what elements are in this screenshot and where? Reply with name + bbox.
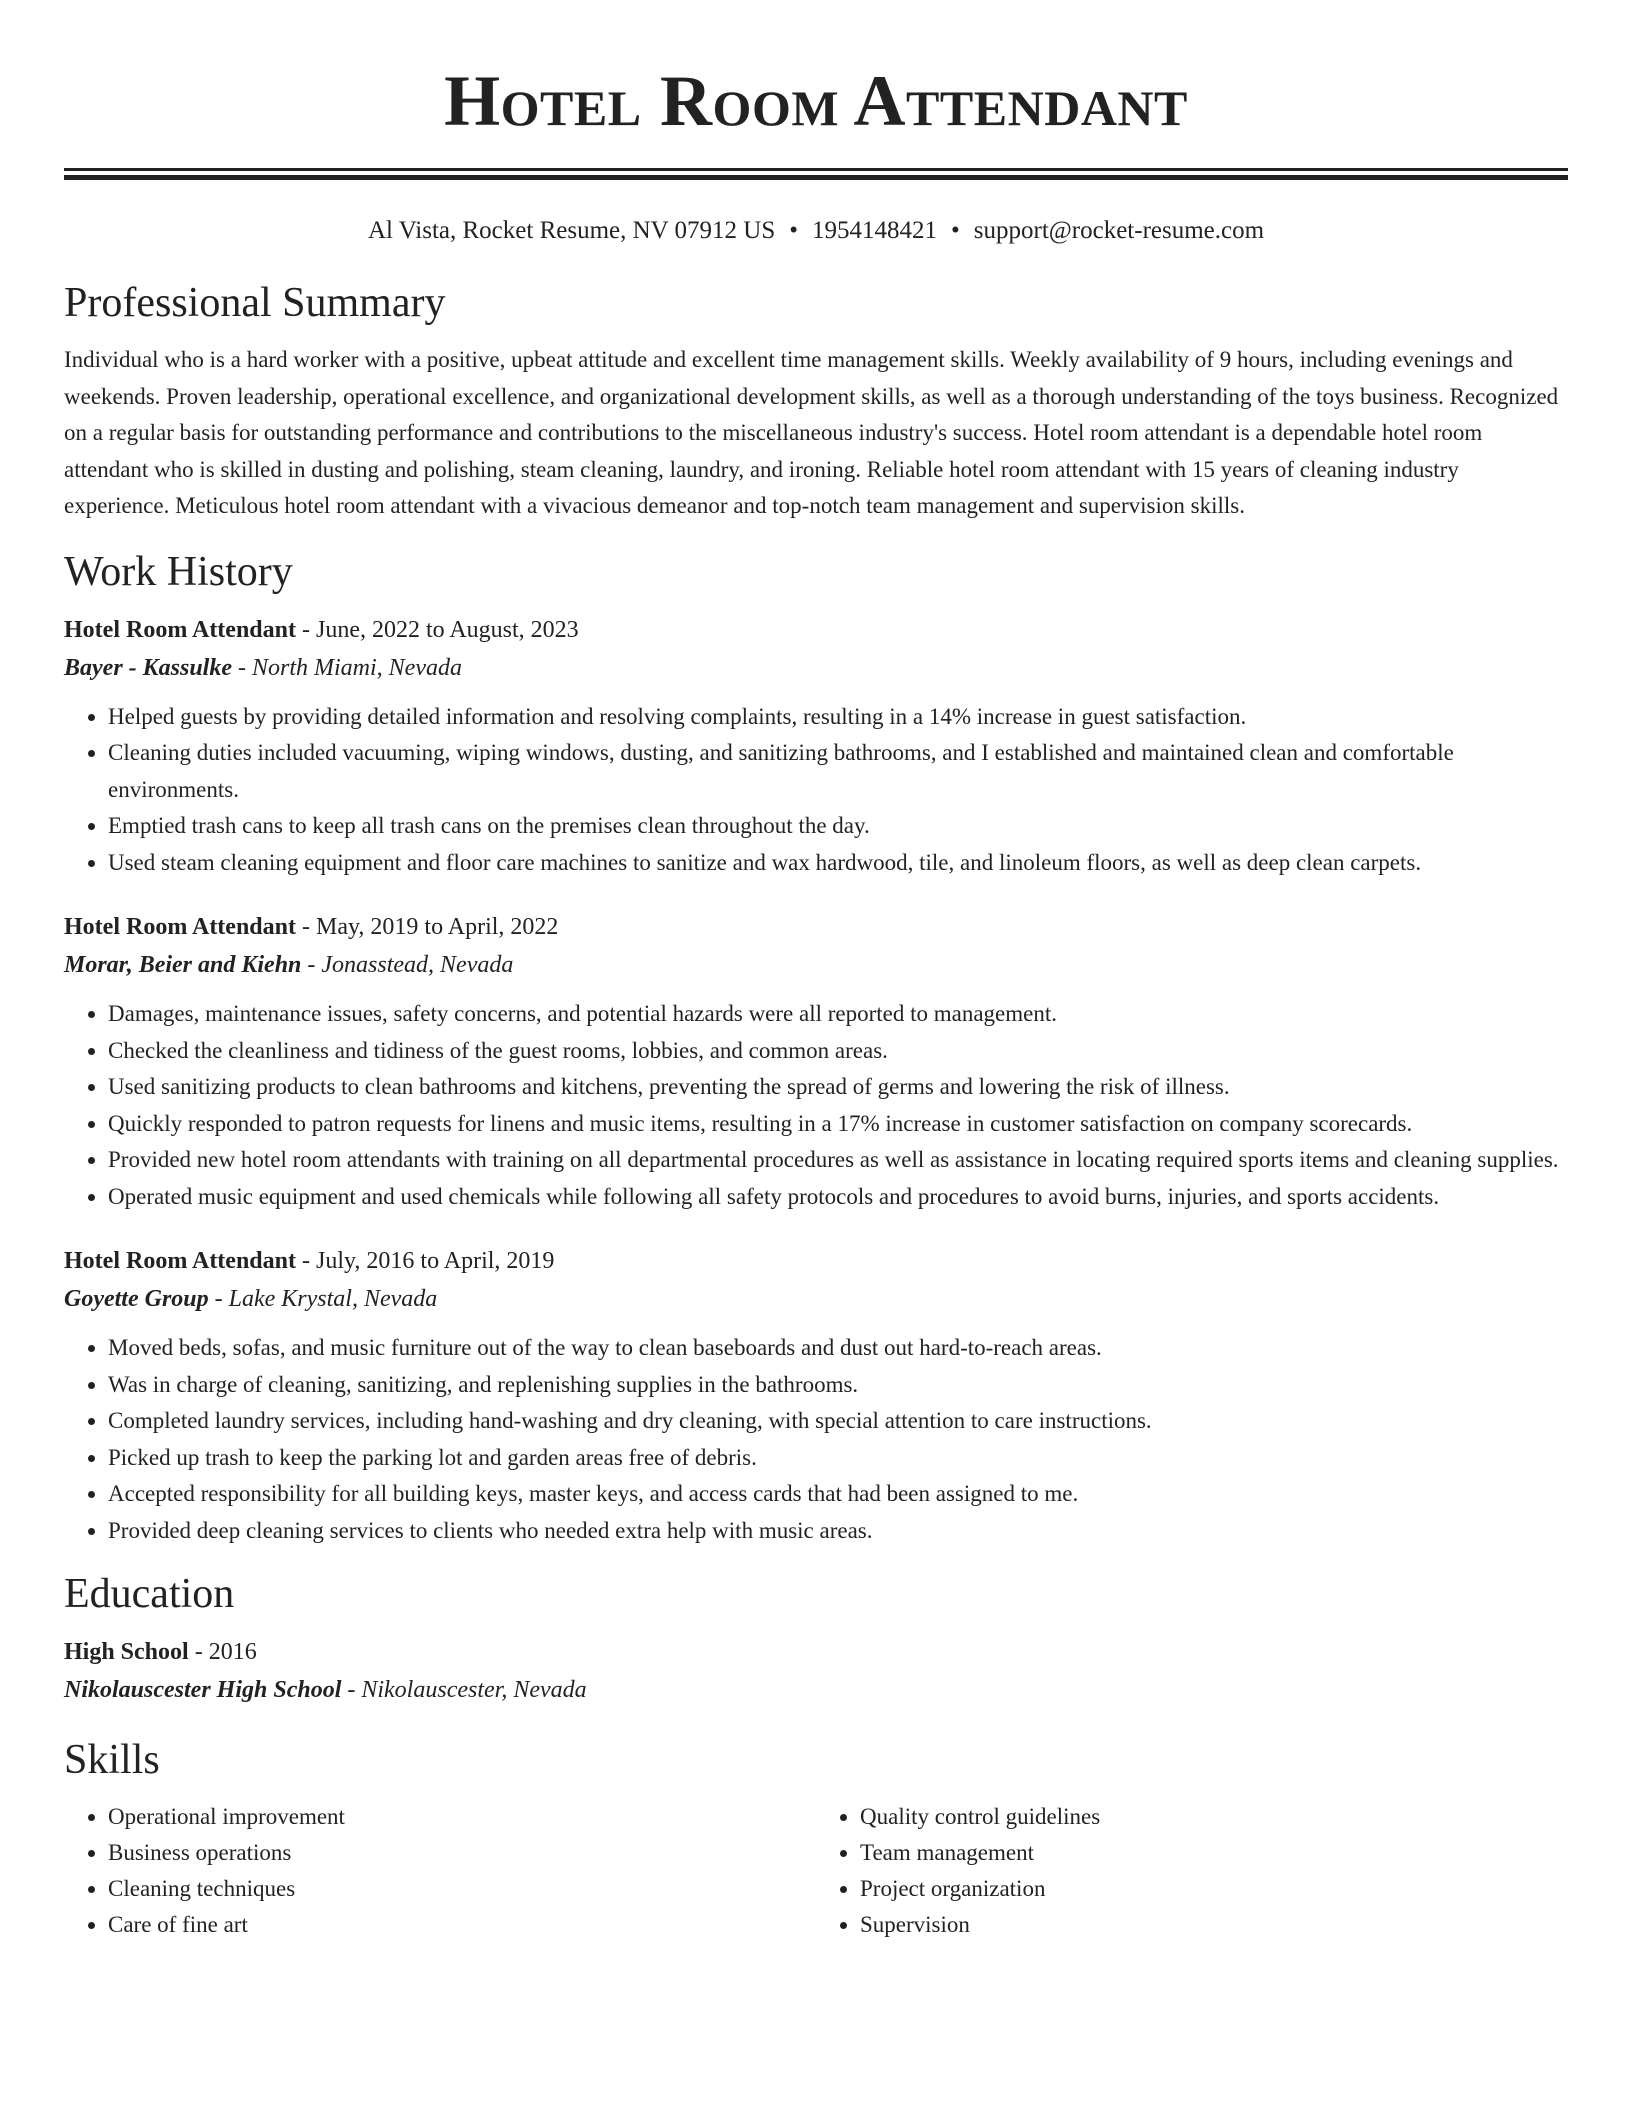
job-bullet: • Damages, maintenance issues, safety concerns, and potential hazards were all reported to management. — [108, 996, 1568, 1033]
title-divider — [64, 168, 1568, 180]
skills-column-left — [64, 1799, 816, 1943]
resume-title: Hotel Room Attendant — [444, 61, 1188, 141]
job-company: Goyette Group — [64, 1286, 209, 1312]
job-bullets — [64, 996, 1568, 1215]
job-dates: - June, 2022 to August, 2023 — [295, 616, 579, 643]
education-degree: High School — [64, 1639, 189, 1665]
job-company: Morar, Beier and Kiehn — [64, 952, 302, 978]
education-entry — [64, 1633, 1568, 1709]
skill-item: • Cleaning techniques — [108, 1871, 816, 1907]
job-bullets — [64, 1330, 1568, 1549]
education-heading: Education — [64, 1571, 235, 1617]
job-bullet: • Operated music equipment and used chemicals while following all safety protocols and procedures to avoid burns, injuries, and sports accidents. — [108, 1179, 1568, 1216]
job-company: Bayer - Kassulke — [64, 654, 232, 681]
skill-item: • Supervision — [860, 1907, 1568, 1943]
job-location: - North Miami, Nevada — [232, 654, 462, 681]
education-location: - Nikolauscester, Nevada — [341, 1677, 587, 1703]
skill-item: • Business operations — [108, 1835, 816, 1871]
skill-item: • Operational improvement — [108, 1799, 816, 1835]
education-year: - 2016 — [188, 1639, 257, 1665]
job-location: - Lake Krystal, Nevada — [208, 1286, 438, 1312]
job-bullet: • Used sanitizing products to clean bathrooms and kitchens, preventing the spread of germs and lowering the risk of illness. — [108, 1069, 1568, 1106]
education-school-line — [64, 1671, 1568, 1709]
contact-address: Al Vista, Rocket Resume, NV 07912 US — [367, 217, 776, 244]
contact-separator: • — [951, 217, 960, 244]
job-title-line — [64, 1242, 1568, 1280]
job-dates: - May, 2019 to April, 2022 — [295, 914, 559, 940]
work-history-heading: Work History — [64, 548, 293, 595]
summary-heading: Professional Summary — [64, 280, 446, 326]
summary-text: Individual who is a hard worker with a positive, upbeat attitude and excellent time management skills. Weekly availability of 9 hours, including evenings and weekends. Proven leadership, operational excellence, and organizational development skills, as well as a thorough understanding of the toys business. Recognized on a regular basis for outstanding performance and contributions to the miscellaneous industry's success. Hotel room attendant is a dependable hotel room attendant who is skilled in dusting and polishing, steam cleaning, laundry, and ironing. Reliable hotel room attendant with 15 years of cleaning industry experience. Meticulous hotel room attendant with a vivacious demeanor and top-notch team management and supervision skills. — [64, 347, 1559, 518]
contact-line — [64, 216, 1568, 246]
job-entry — [64, 611, 1568, 882]
job-bullet: • Helped guests by providing detailed information and resolving complaints, resulting in a 14% increase in guest satisfaction. — [108, 699, 1568, 736]
job-bullet: • Used steam cleaning equipment and floor care machines to sanitize and wax hardwood, tile, and linoleum floors, as well as deep clean carpets. — [108, 845, 1568, 882]
job-bullet: • Checked the cleanliness and tidiness of the guest rooms, lobbies, and common areas. — [108, 1033, 1568, 1070]
job-company-line — [64, 946, 1568, 984]
skills-list — [64, 1799, 1568, 1943]
education-school: Nikolauscester High School — [64, 1677, 342, 1703]
job-dates: - July, 2016 to April, 2019 — [295, 1248, 555, 1274]
job-bullet: • Picked up trash to keep the parking lot and garden areas free of debris. — [108, 1440, 1568, 1477]
education-degree-line — [64, 1633, 1568, 1671]
job-bullet: • Moved beds, sofas, and music furniture out of the way to clean baseboards and dust out hard-to-reach areas. — [108, 1330, 1568, 1367]
job-title-line — [64, 908, 1568, 946]
job-location: - Jonasstead, Nevada — [301, 952, 514, 978]
job-company-line — [64, 649, 1568, 687]
contact-separator: • — [789, 217, 798, 244]
job-bullet: • Provided new hotel room attendants with training on all departmental procedures as well as assistance in locating required sports items and cleaning supplies. — [108, 1142, 1568, 1179]
skill-item: • Team management — [860, 1835, 1568, 1871]
job-bullets — [64, 699, 1568, 882]
job-bullet: • Emptied trash cans to keep all trash cans on the premises clean throughout the day. — [108, 808, 1568, 845]
job-bullet: • Was in charge of cleaning, sanitizing, and replenishing supplies in the bathrooms. — [108, 1367, 1568, 1404]
job-bullet: • Completed laundry services, including hand-washing and dry cleaning, with special attention to care instructions. — [108, 1403, 1568, 1440]
contact-phone: 1954148421 — [812, 217, 937, 244]
skills-column-right — [816, 1799, 1568, 1943]
job-company-line — [64, 1280, 1568, 1318]
contact-email: support@rocket-resume.com — [973, 217, 1265, 244]
skill-item: • Project organization — [860, 1871, 1568, 1907]
job-title: Hotel Room Attendant — [64, 616, 296, 643]
job-entry — [64, 908, 1568, 1215]
job-bullet: • Cleaning duties included vacuuming, wiping windows, dusting, and sanitizing bathrooms, and I established and maintained clean and comfortable environments. — [108, 735, 1568, 808]
job-entry — [64, 1242, 1568, 1549]
job-bullet: • Quickly responded to patron requests for linens and music items, resulting in a 17% increase in customer satisfaction on company scorecards. — [108, 1106, 1568, 1143]
skills-heading: Skills — [64, 1737, 160, 1783]
job-title-line — [64, 611, 1568, 649]
skill-item: • Quality control guidelines — [860, 1799, 1568, 1835]
work-history-list — [64, 611, 1568, 1550]
job-bullet: • Accepted responsibility for all building keys, master keys, and access cards that had been assigned to me. — [108, 1476, 1568, 1513]
skill-item: • Care of fine art — [108, 1907, 816, 1943]
job-title: Hotel Room Attendant — [64, 1248, 296, 1274]
job-bullet: • Provided deep cleaning services to clients who needed extra help with music areas. — [108, 1513, 1568, 1550]
job-title: Hotel Room Attendant — [64, 914, 296, 940]
